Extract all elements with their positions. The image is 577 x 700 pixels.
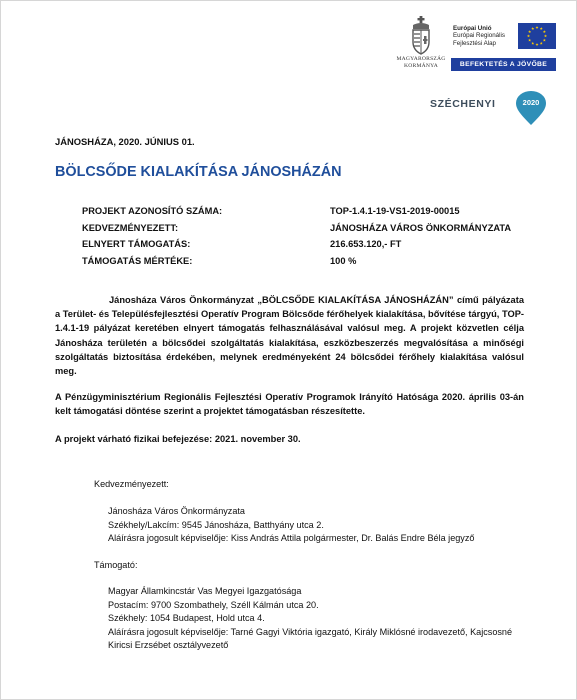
eu-star-icon: [535, 43, 538, 46]
eu-flag-icon: [518, 23, 556, 49]
info-row: [82, 239, 522, 256]
info-row: [82, 256, 522, 273]
eu-star-icon: [544, 34, 547, 37]
info-label: KEDVEZMÉNYEZETT:: [82, 222, 179, 233]
eu-banner: BEFEKTETÉS A JÖVŐBE: [451, 58, 556, 71]
project-info-table: [82, 206, 522, 272]
supporter-heading: Támogató:: [94, 560, 138, 570]
beneficiary-signatory: Aláírásra jogosult képviselője: Kiss András Attila polgármester, Dr. Balás Endre Béla jegyző: [108, 533, 475, 544]
hungarian-government-logo: [394, 16, 448, 74]
eu-star-icon: [531, 42, 534, 45]
info-value: JÁNOSHÁZA VÁROS ÖNKORMÁNYZATA: [330, 222, 512, 233]
eu-star-icon: [540, 42, 543, 45]
info-label: ELNYERT TÁMOGATÁS:: [82, 239, 191, 249]
szechenyi-2020-logo: [430, 84, 550, 126]
beneficiary-heading: Kedvezményezett:: [94, 479, 169, 489]
eu-star-icon: [543, 39, 546, 42]
government-logo-text: [394, 56, 448, 69]
info-label: TÁMOGATÁS MÉRTÉKE:: [82, 255, 193, 266]
info-value: TOP-1.4.1-19-VS1-2019-00015: [330, 206, 460, 216]
gov-text-line-2: KORMÁNYA: [404, 62, 438, 69]
supporter-seat: Székhely: 1054 Budapest, Hold utca 4.: [108, 613, 265, 624]
completion-date-paragraph: A projekt várható fizikai befejezése: 2021. november 30.: [55, 434, 301, 444]
eu-star-icon: [528, 39, 531, 42]
coat-of-arms-icon: [410, 16, 432, 56]
eu-fund-line-2: Fejlesztési Alap: [453, 39, 496, 47]
beneficiary-block: [108, 505, 528, 546]
eu-star-icon: [543, 30, 546, 33]
supporter-block: [108, 585, 528, 653]
dateline: JÁNOSHÁZA, 2020. JÚNIUS 01.: [55, 136, 195, 147]
eu-star-icon: [535, 26, 538, 29]
info-value: 100 %: [330, 255, 357, 266]
info-row: [82, 206, 522, 223]
szechenyi-year: 2020: [522, 98, 540, 107]
beneficiary-seat: Székhely/Lakcím: 9545 Jánosháza, Batthyány utca 2.: [108, 519, 324, 530]
eu-fund-text: [453, 25, 505, 47]
eu-star-icon: [540, 27, 543, 30]
eu-star-icon: [528, 30, 531, 33]
szechenyi-text: SZÉCHENYI: [430, 98, 496, 110]
supporter-signatory: Aláírásra jogosult képviselője: Tarné Gagyi Viktória igazgató, Király Miklósné irodavezető, Kajcsosné Kiricsi Erzsébet osztályvezető: [108, 626, 513, 651]
gov-text-line-1: MAGYARORSZÁG: [396, 56, 446, 62]
eu-star-icon: [527, 34, 530, 37]
supporter-postal: Postacím: 9700 Szombathely, Széll Kálmán utca 20.: [108, 599, 319, 610]
project-description-paragraph: Jánosháza Város Önkormányzat „BÖLCSŐDE KIALAKÍTÁSA JÁNOSHÁZÁN” című pályázata a Terület- és Településfejlesztési Operatív Program Bölcsőde férőhelyek kialakítása, bővítése tárgyú, TOP-1.4.1-19 pályázat keretében elnyert támogatás felhasználásával valósul meg. A projekt közvetlen célja Jánosháza területén a bölcsődei szolgáltatás kialakítása, eszközbeszerzés megvalósítása a minőségi szolgáltatás biztosítása érdekében, melynek eredményeként 24 bölcsődei férőhely kialakítása valósul meg.: [55, 295, 524, 377]
beneficiary-name: Jánosháza Város Önkormányzata: [108, 506, 245, 516]
supporter-name: Magyar Államkincstár Vas Megyei Igazgatósága: [108, 586, 302, 596]
info-row: [82, 223, 522, 240]
info-label: PROJEKT AZONOSÍTÓ SZÁMA:: [82, 206, 223, 216]
page-title: BÖLCSŐDE KIALAKÍTÁSA JÁNOSHÁZÁN: [55, 164, 342, 180]
info-value: 216.653.120,- FT: [330, 239, 402, 249]
eu-fund-line-1: Európai Regionális: [453, 32, 505, 40]
szechenyi-pin-icon: [514, 90, 548, 126]
eu-title: Európai Unió: [453, 25, 492, 32]
eu-star-icon: [531, 27, 534, 30]
funding-decision-paragraph: A Pénzügyminisztérium Regionális Fejlesztési Operatív Programok Irányító Hatósága 2020. április 03-án kelt támogatási döntése szerint a projektet támogatásban részesítette.: [55, 392, 524, 417]
